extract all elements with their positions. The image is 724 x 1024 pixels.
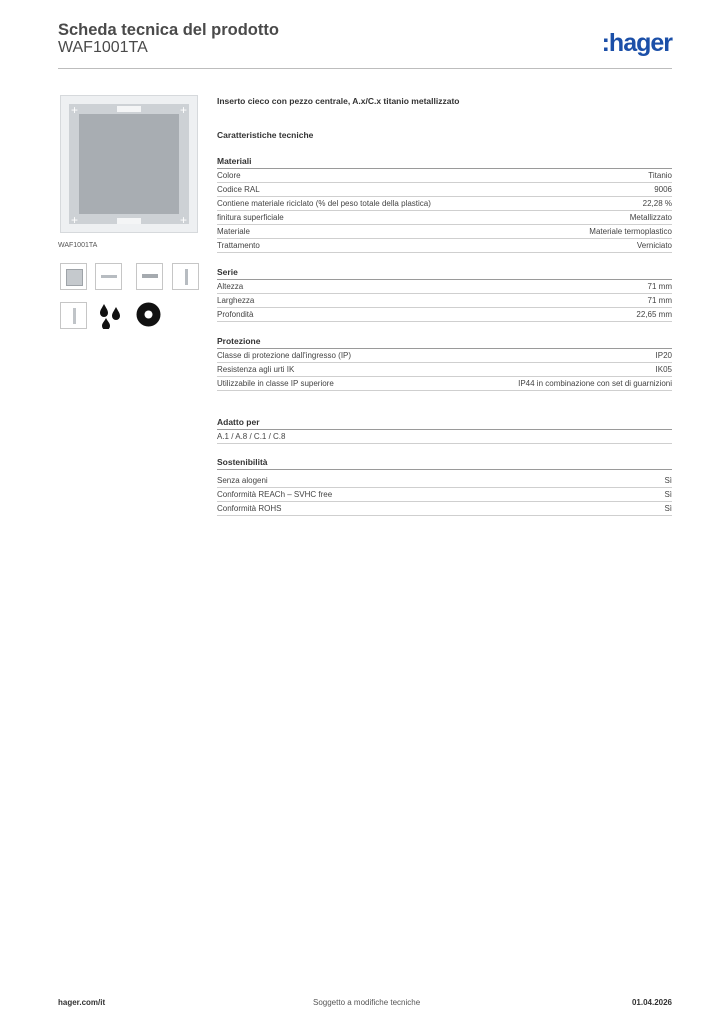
spec-row: Trattamento Verniciato (217, 239, 672, 253)
water-drops-icon (97, 302, 124, 329)
spec-row: Senza alogeni Sì (217, 474, 672, 488)
spec-row: Profondità 22,65 mm (217, 308, 672, 322)
spec-row: Conformità ROHS Sì (217, 502, 672, 516)
product-description: Inserto cieco con pezzo centrale, A.x/C.x titanio metallizzato (217, 96, 460, 106)
thumbnail-side-view[interactable] (172, 263, 199, 290)
corner-mark-icon: + (71, 213, 79, 227)
thumbnail-side-profile[interactable] (60, 302, 87, 329)
tech-specs-heading: Caratteristiche tecniche (217, 130, 314, 140)
spec-row: Larghezza 71 mm (217, 294, 672, 308)
group-serie-title: Serie (217, 267, 672, 280)
spec-row: Altezza 71 mm (217, 280, 672, 294)
corner-mark-icon: + (71, 103, 79, 117)
spec-row: Classe di protezione dall'ingresso (IP) IP20 (217, 349, 672, 363)
round-seal-icon (135, 301, 162, 328)
thumbnail-bottom-view[interactable] (136, 263, 163, 290)
footer-date: 01.04.2026 (631, 998, 672, 1007)
thumbnail-top-view[interactable] (95, 263, 122, 290)
spec-row: Colore Titanio (217, 169, 672, 183)
page-title: Scheda tecnica del prodotto (58, 21, 279, 39)
group-materiali-title: Materiali (217, 156, 672, 169)
spec-row: Contiene materiale riciclato (% del peso totale della plastica) 22,28 % (217, 197, 672, 211)
spec-row: Codice RAL 9006 (217, 183, 672, 197)
corner-mark-icon: + (179, 103, 187, 117)
product-bottom-slot (117, 218, 141, 224)
spec-row: A.1 / A.8 / C.1 / C.8 (217, 430, 672, 444)
group-protezione-title: Protezione (217, 336, 672, 349)
spec-row: Resistenza agli urti IK IK05 (217, 363, 672, 377)
group-sostenibilita-title: Sostenibilità (217, 457, 672, 470)
footer-website-link[interactable]: hager.com/it (58, 998, 106, 1007)
footer-note: Soggetto a modifiche tecniche (313, 998, 421, 1007)
product-top-slot (117, 106, 141, 112)
product-code: WAF1001TA (58, 39, 148, 56)
product-caption: WAF1001TA (58, 242, 98, 249)
group-adatto-title: Adatto per (217, 417, 672, 430)
spec-row: Utilizzabile in classe IP superiore IP44 in combinazione con set di guarnizioni (217, 377, 672, 391)
thumbnail-front-view[interactable] (60, 263, 87, 290)
spec-row: Materiale Materiale termoplastico (217, 225, 672, 239)
spec-row: Conformità REACh – SVHC free Sì (217, 488, 672, 502)
product-center-plate (79, 114, 179, 214)
hager-logo: :hager (601, 29, 672, 57)
header-divider (58, 68, 672, 69)
corner-mark-icon: + (179, 213, 187, 227)
spec-row: finitura superficiale Metallizzato (217, 211, 672, 225)
product-image (60, 95, 198, 233)
